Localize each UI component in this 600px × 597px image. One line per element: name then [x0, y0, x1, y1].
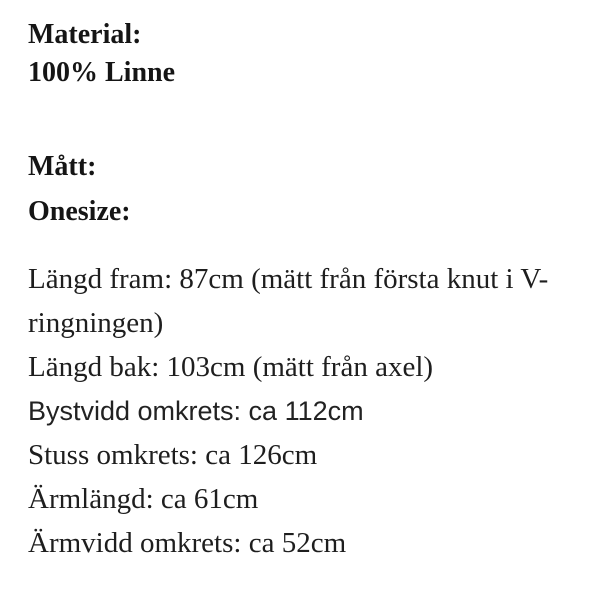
- measurement-langd-bak: Längd bak: 103cm (mätt från axel): [28, 351, 434, 383]
- size-subheading: Onesize:: [28, 196, 131, 227]
- material-value: 100% Linne: [28, 57, 176, 88]
- material-section: [28, 16, 576, 92]
- measurements-list: [28, 257, 593, 565]
- measurement-armlangd: Ärmlängd: ca 61cm: [28, 483, 259, 515]
- size-section: [28, 144, 576, 234]
- measurement-stuss-omkrets: Stuss omkrets: ca 126cm: [28, 439, 318, 471]
- measurement-bystvidd-omkrets: Bystvidd omkrets: ca 112cm: [28, 396, 364, 426]
- measurement-armvidd-omkrets: Ärmvidd omkrets: ca 52cm: [28, 527, 347, 559]
- size-heading: Mått:: [28, 151, 97, 182]
- material-heading: Material:: [28, 19, 142, 50]
- measurement-langd-fram: Längd fram: 87cm (mätt från första knut i V-ringningen): [28, 263, 549, 339]
